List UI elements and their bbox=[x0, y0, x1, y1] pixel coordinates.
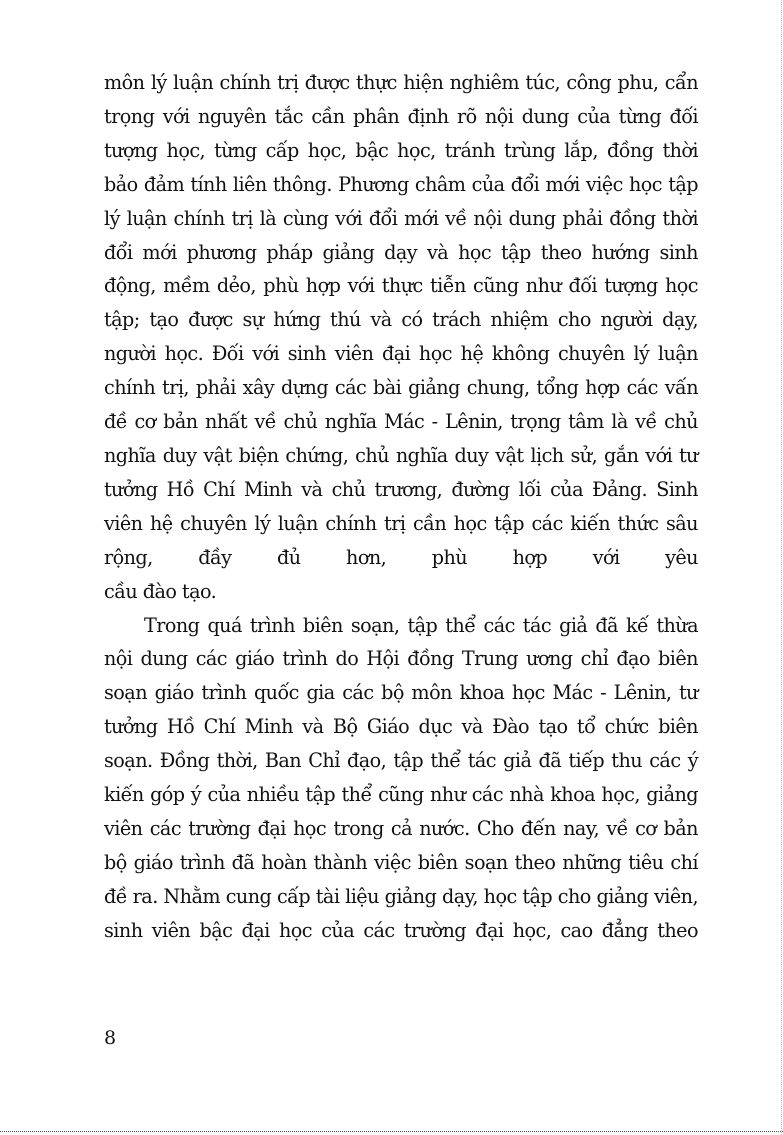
body-text bbox=[104, 66, 698, 948]
paragraph-2: Trong quá trình biên soạn, tập thể các tác giả đã kế thừa nội dung các giáo trình do Hội đồng Trung ương chỉ đạo biên soạn giáo trình quốc gia các bộ môn khoa học Mác - Lênin, tư tưởng Hồ Chí Minh và Bộ Giáo dục và Đào tạo tổ chức biên soạn. Đồng thời, Ban Chỉ đạo, tập thể tác giả đã tiếp thu các ý kiến góp ý của nhiều tập thể cũng như các nhà khoa học, giảng viên các trường đại học trong cả nước. Cho đến nay, về cơ bản bộ giáo trình đã hoàn thành việc biên soạn theo những tiêu chí đề ra. Nhằm cung cấp tài liệu giảng dạy, học tập cho giảng viên, sinh viên bậc đại học của các trường đại học, cao đẳng theo bbox=[104, 613, 698, 942]
paragraph-1: môn lý luận chính trị được thực hiện nghiêm túc, công phu, cẩn trọng với nguyên tắc cần phân định rõ nội dung của từng đối tượng học, từng cấp học, bậc học, tránh trùng lắp, đồng thời bảo đảm tính liên thông. Phương châm của đổi mới việc học tập lý luận chính trị là cùng với đổi mới về nội dung phải đồng thời đổi mới phương pháp giảng dạy và học tập theo hướng sinh động, mềm dẻo, phù hợp với thực tiễn cũng như đối tượng học tập; tạo được sự hứng thú và có trách nhiệm cho người dạy, người học. Đối với sinh viên đại học hệ không chuyên lý luận chính trị, phải xây dựng các bài giảng chung, tổng hợp các vấn đề cơ bản nhất về chủ nghĩa Mác - Lênin, trọng tâm là về chủ nghĩa duy vật biện chứng, chủ nghĩa duy vật lịch sử, gắn với tư tưởng Hồ Chí Minh và chủ trương, đường lối của Đảng. Sinh viên hệ chuyên lý luận chính trị cần học tập các kiến thức sâu rộng, đầy đủ hơn, phù hợp với yêu bbox=[104, 71, 698, 569]
paragraph-1-last-line: cầu đào tạo. bbox=[104, 579, 217, 603]
page-number: 8 bbox=[104, 1027, 117, 1049]
scan-edge-right bbox=[781, 0, 782, 1135]
scan-edge-bottom bbox=[0, 1131, 783, 1132]
